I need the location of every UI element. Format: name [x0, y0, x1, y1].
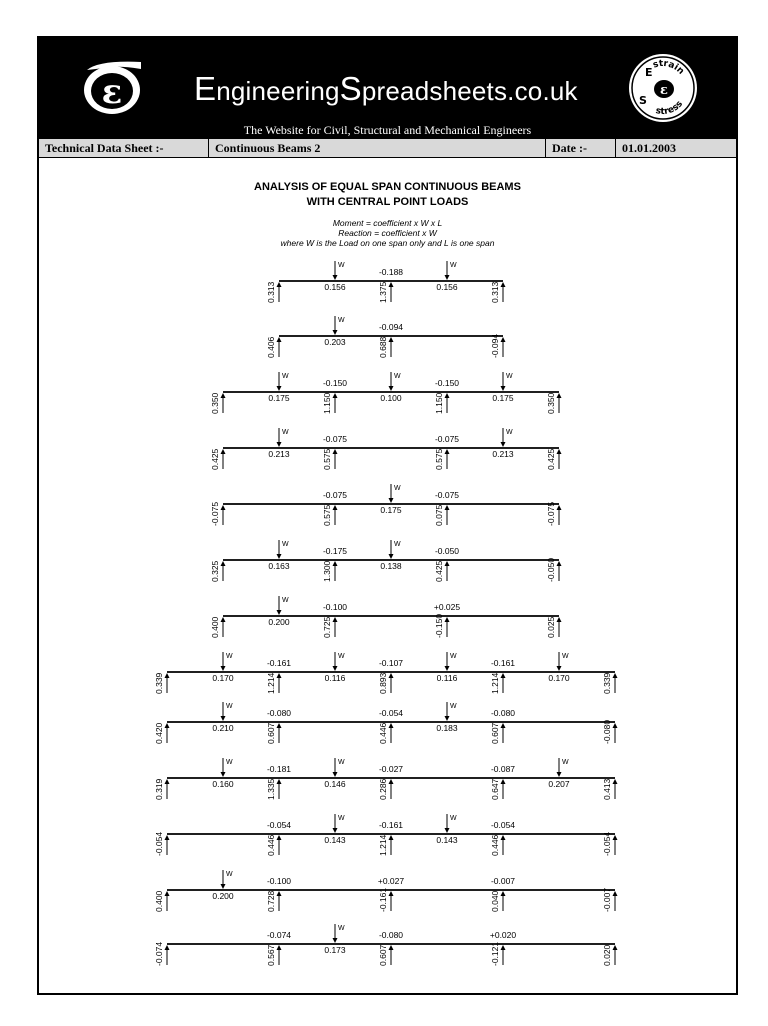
reaction-coefficient: 0.025 — [546, 616, 556, 638]
span-moment-coefficient: 0.207 — [548, 779, 570, 789]
span-moment-coefficient: 0.100 — [380, 393, 402, 403]
sheet-name: Continuous Beams 2 — [209, 139, 546, 157]
reaction-coefficient: 0.406 — [266, 336, 276, 358]
reaction-coefficient: 0.413 — [602, 778, 612, 800]
span-moment-coefficient: 0.213 — [492, 449, 514, 459]
support-moment-coefficient: -0.161 — [490, 658, 516, 668]
load-label: W — [338, 815, 345, 822]
span-moment-coefficient: 0.146 — [324, 779, 346, 789]
reaction-coefficient: -0.054 — [602, 831, 612, 856]
load-label: W — [282, 541, 289, 548]
load-arrow-head — [277, 386, 282, 391]
load-arrow-head — [221, 716, 226, 721]
support-arrow-head — [389, 945, 394, 950]
reaction-coefficient: 1.214 — [266, 672, 276, 694]
reaction-coefficient: -0.075 — [210, 501, 220, 526]
support-arrow-head — [277, 891, 282, 896]
support-arrow-head — [165, 673, 170, 678]
load-arrow-head — [333, 666, 338, 671]
reaction-coefficient: 1.214 — [490, 672, 500, 694]
support-arrow-head — [165, 779, 170, 784]
support-moment-coefficient: -0.007 — [490, 876, 516, 886]
span-moment-coefficient: 0.160 — [212, 779, 234, 789]
load-label: W — [394, 541, 401, 548]
load-label: W — [562, 653, 569, 660]
seal-text-stress: stress — [654, 99, 686, 118]
support-arrow-head — [501, 891, 506, 896]
span-moment-coefficient: 0.156 — [324, 282, 346, 292]
document-title-line-1: ANALYSIS OF EQUAL SPAN CONTINUOUS BEAMS — [254, 181, 521, 193]
support-arrow-head — [613, 723, 618, 728]
load-arrow-head — [221, 772, 226, 777]
support-arrow-head — [333, 449, 338, 454]
seal-text-s: S — [639, 94, 647, 107]
reaction-coefficient: 0.350 — [546, 392, 556, 414]
seal-text-e: E — [645, 66, 653, 79]
reaction-coefficient: 0.425 — [434, 560, 444, 582]
support-moment-coefficient: +0.027 — [377, 876, 405, 886]
load-arrow-head — [277, 610, 282, 615]
span-moment-coefficient: 0.116 — [436, 673, 458, 683]
reaction-coefficient: 0.446 — [266, 834, 276, 856]
load-label: W — [226, 653, 233, 660]
load-arrow-head — [333, 275, 338, 280]
support-arrow-head — [277, 337, 282, 342]
reaction-coefficient: 0.446 — [490, 834, 500, 856]
reaction-coefficient: 0.040 — [490, 890, 500, 912]
load-arrow-head — [445, 716, 450, 721]
support-arrow-head — [165, 945, 170, 950]
support-moment-coefficient: -0.100 — [322, 602, 348, 612]
load-arrow-head — [445, 828, 450, 833]
load-label: W — [394, 485, 401, 492]
date-label: Date :- — [546, 139, 616, 157]
span-moment-coefficient: 0.200 — [268, 617, 290, 627]
reaction-coefficient: 1.375 — [378, 281, 388, 303]
load-arrow-head — [501, 442, 506, 447]
load-label: W — [338, 653, 345, 660]
seal-text-strain: strain — [651, 58, 686, 77]
load-arrow-head — [333, 828, 338, 833]
load-arrow-head — [389, 554, 394, 559]
support-arrow-head — [333, 505, 338, 510]
support-moment-coefficient: -0.080 — [490, 708, 516, 718]
load-label: W — [450, 703, 457, 710]
support-moment-coefficient: +0.020 — [489, 930, 517, 940]
support-moment-coefficient: -0.100 — [266, 876, 292, 886]
support-arrow-head — [613, 779, 618, 784]
load-label: W — [226, 703, 233, 710]
support-arrow-head — [501, 282, 506, 287]
support-arrow-head — [501, 723, 506, 728]
load-arrow-head — [221, 884, 226, 889]
support-arrow-head — [501, 337, 506, 342]
load-label: W — [506, 373, 513, 380]
span-moment-coefficient: 0.210 — [212, 723, 234, 733]
reaction-coefficient: 0.725 — [322, 616, 332, 638]
reaction-coefficient: 0.575 — [434, 448, 444, 470]
load-arrow-head — [333, 772, 338, 777]
span-moment-coefficient: 0.143 — [324, 835, 346, 845]
reaction-formula: Reaction = coefficient x W — [338, 228, 437, 238]
span-moment-coefficient: 0.116 — [324, 673, 346, 683]
load-arrow-head — [389, 386, 394, 391]
reaction-coefficient: 0.425 — [210, 448, 220, 470]
support-arrow-head — [389, 337, 394, 342]
load-arrow-head — [389, 498, 394, 503]
support-arrow-head — [165, 891, 170, 896]
load-arrow-head — [277, 442, 282, 447]
reaction-coefficient: -0.075 — [546, 501, 556, 526]
span-moment-coefficient: 0.170 — [548, 673, 570, 683]
span-moment-coefficient: 0.173 — [324, 945, 346, 955]
support-arrow-head — [389, 891, 394, 896]
reaction-coefficient: 0.446 — [378, 722, 388, 744]
support-arrow-head — [557, 393, 562, 398]
reaction-coefficient: 0.420 — [154, 722, 164, 744]
span-moment-coefficient: 0.175 — [268, 393, 290, 403]
load-label: W — [282, 429, 289, 436]
support-moment-coefficient: -0.080 — [378, 930, 404, 940]
tagline: The Website for Civil, Structural and Mechanical Engineers — [243, 123, 532, 137]
span-moment-coefficient: 0.170 — [212, 673, 234, 683]
span-moment-coefficient: 0.203 — [324, 337, 346, 347]
load-arrow-head — [445, 275, 450, 280]
load-label: W — [338, 317, 345, 324]
reaction-coefficient: 0.339 — [602, 672, 612, 694]
reaction-coefficient: 0.728 — [266, 890, 276, 912]
reaction-coefficient: 1.300 — [322, 560, 332, 582]
support-moment-coefficient: -0.054 — [266, 820, 292, 830]
site-name-cap-e: E — [194, 70, 217, 107]
support-arrow-head — [445, 449, 450, 454]
load-label: W — [338, 925, 345, 932]
support-moment-coefficient: -0.075 — [322, 490, 348, 500]
date-value: 01.01.2003 — [622, 141, 676, 155]
span-moment-coefficient: 0.143 — [436, 835, 458, 845]
load-label: W — [450, 262, 457, 269]
reaction-coefficient: 0.607 — [378, 944, 388, 966]
reaction-coefficient: 1.150 — [322, 392, 332, 414]
reaction-coefficient: 0.567 — [266, 944, 276, 966]
support-arrow-head — [333, 393, 338, 398]
support-arrow-head — [613, 891, 618, 896]
support-moment-coefficient: -0.094 — [378, 322, 404, 332]
load-arrow-head — [445, 666, 450, 671]
support-arrow-head — [613, 673, 618, 678]
reaction-coefficient: 0.325 — [210, 560, 220, 582]
span-moment-coefficient: 0.163 — [268, 561, 290, 571]
reaction-coefficient: 0.319 — [154, 778, 164, 800]
reaction-coefficient: 0.313 — [266, 281, 276, 303]
support-moment-coefficient: +0.025 — [433, 602, 461, 612]
support-moment-coefficient: -0.161 — [378, 820, 404, 830]
support-moment-coefficient: -0.054 — [490, 820, 516, 830]
support-moment-coefficient: -0.050 — [434, 546, 460, 556]
span-moment-coefficient: 0.183 — [436, 723, 458, 733]
load-arrow-head — [277, 554, 282, 559]
support-moment-coefficient: -0.075 — [434, 434, 460, 444]
support-arrow-head — [221, 505, 226, 510]
reaction-coefficient: 0.350 — [210, 392, 220, 414]
load-label: W — [394, 373, 401, 380]
support-arrow-head — [277, 723, 282, 728]
support-arrow-head — [221, 449, 226, 454]
reaction-coefficient: 1.214 — [378, 834, 388, 856]
support-arrow-head — [557, 449, 562, 454]
technical-data-sheet-label: Technical Data Sheet :- — [39, 139, 209, 157]
site-name-part-2: preadsheets.co.uk — [361, 76, 578, 106]
load-label: W — [562, 759, 569, 766]
support-arrow-head — [557, 505, 562, 510]
beam-diagrams — [2, 2, 768, 1026]
reaction-coefficient: 1.335 — [266, 778, 276, 800]
data-sheet — [37, 36, 738, 995]
reaction-coefficient: 1.150 — [434, 392, 444, 414]
content-area — [39, 158, 736, 993]
svg-text:ε: ε — [101, 72, 123, 112]
support-moment-coefficient: -0.075 — [434, 490, 460, 500]
reaction-coefficient: -0.007 — [602, 887, 612, 912]
support-moment-coefficient: -0.181 — [266, 764, 292, 774]
reaction-coefficient: -0.054 — [154, 831, 164, 856]
support-arrow-head — [613, 835, 618, 840]
support-arrow-head — [221, 617, 226, 622]
support-moment-coefficient: -0.107 — [378, 658, 404, 668]
support-arrow-head — [389, 282, 394, 287]
load-label: W — [226, 871, 233, 878]
support-arrow-head — [277, 835, 282, 840]
reaction-coefficient: 0.893 — [378, 672, 388, 694]
support-arrow-head — [165, 835, 170, 840]
span-moment-coefficient: 0.138 — [380, 561, 402, 571]
support-arrow-head — [277, 282, 282, 287]
support-arrow-head — [501, 779, 506, 784]
support-arrow-head — [445, 561, 450, 566]
reaction-coefficient: -0.074 — [154, 941, 164, 966]
support-arrow-head — [333, 561, 338, 566]
load-arrow-head — [501, 386, 506, 391]
support-moment-coefficient: -0.150 — [434, 378, 460, 388]
support-arrow-head — [557, 617, 562, 622]
support-arrow-head — [389, 723, 394, 728]
support-arrow-head — [165, 723, 170, 728]
reaction-coefficient: 0.020 — [602, 944, 612, 966]
reaction-coefficient: 0.339 — [154, 672, 164, 694]
reaction-coefficient: 0.607 — [490, 722, 500, 744]
reaction-coefficient: 0.425 — [546, 448, 556, 470]
support-arrow-head — [445, 617, 450, 622]
support-moment-coefficient: -0.161 — [266, 658, 292, 668]
load-arrow-head — [333, 938, 338, 943]
load-label: W — [282, 373, 289, 380]
formula-definition: where W is the Load on one span only and L is one span — [280, 238, 495, 248]
reaction-coefficient: 0.286 — [378, 778, 388, 800]
load-label: W — [506, 429, 513, 436]
support-arrow-head — [445, 505, 450, 510]
support-arrow-head — [277, 945, 282, 950]
reaction-coefficient: 0.688 — [378, 336, 388, 358]
support-arrow-head — [613, 945, 618, 950]
support-moment-coefficient: -0.188 — [378, 267, 404, 277]
load-label: W — [338, 262, 345, 269]
reaction-coefficient: 0.575 — [322, 504, 332, 526]
load-label: W — [450, 653, 457, 660]
support-arrow-head — [333, 617, 338, 622]
load-arrow-head — [557, 772, 562, 777]
support-arrow-head — [501, 945, 506, 950]
reaction-coefficient: -0.150 — [434, 613, 444, 638]
support-moment-coefficient: -0.054 — [378, 708, 404, 718]
support-moment-coefficient: -0.087 — [490, 764, 516, 774]
reaction-coefficient: -0.161 — [378, 887, 388, 912]
load-label: W — [226, 759, 233, 766]
reaction-coefficient: 0.400 — [210, 616, 220, 638]
span-moment-coefficient: 0.200 — [212, 891, 234, 901]
support-arrow-head — [445, 393, 450, 398]
load-label: W — [450, 815, 457, 822]
span-moment-coefficient: 0.175 — [492, 393, 514, 403]
support-moment-coefficient: -0.074 — [266, 930, 292, 940]
reaction-coefficient: 0.313 — [490, 281, 500, 303]
span-moment-coefficient: 0.213 — [268, 449, 290, 459]
support-moment-coefficient: -0.027 — [378, 764, 404, 774]
load-arrow-head — [221, 666, 226, 671]
reaction-coefficient: 0.647 — [490, 778, 500, 800]
load-label: W — [282, 597, 289, 604]
reaction-coefficient: 0.075 — [434, 504, 444, 526]
document-title-line-2: WITH CENTRAL POINT LOADS — [306, 196, 469, 208]
span-moment-coefficient: 0.175 — [380, 505, 402, 515]
support-moment-coefficient: -0.080 — [266, 708, 292, 718]
support-arrow-head — [389, 673, 394, 678]
site-name-part-1: ngineering — [216, 76, 340, 106]
support-arrow-head — [277, 779, 282, 784]
support-arrow-head — [501, 835, 506, 840]
support-arrow-head — [501, 673, 506, 678]
load-arrow-head — [557, 666, 562, 671]
support-arrow-head — [389, 835, 394, 840]
support-moment-coefficient: -0.150 — [322, 378, 348, 388]
support-arrow-head — [221, 561, 226, 566]
support-arrow-head — [221, 393, 226, 398]
support-arrow-head — [389, 779, 394, 784]
reaction-coefficient: 0.400 — [154, 890, 164, 912]
support-arrow-head — [277, 673, 282, 678]
span-moment-coefficient: 0.156 — [436, 282, 458, 292]
load-label: W — [338, 759, 345, 766]
support-moment-coefficient: -0.175 — [322, 546, 348, 556]
reaction-coefficient: -0.050 — [546, 557, 556, 582]
reaction-coefficient: -0.094 — [490, 333, 500, 358]
reaction-coefficient: -0.080 — [602, 719, 612, 744]
moment-formula: Moment = coefficient x W x L — [332, 218, 443, 228]
site-name-cap-s: S — [339, 70, 362, 107]
support-moment-coefficient: -0.075 — [322, 434, 348, 444]
support-arrow-head — [557, 561, 562, 566]
reaction-coefficient: 0.575 — [322, 448, 332, 470]
reaction-coefficient: -0.121 — [490, 941, 500, 966]
load-arrow-head — [333, 330, 338, 335]
reaction-coefficient: 0.607 — [266, 722, 276, 744]
svg-text:ε: ε — [660, 83, 668, 98]
